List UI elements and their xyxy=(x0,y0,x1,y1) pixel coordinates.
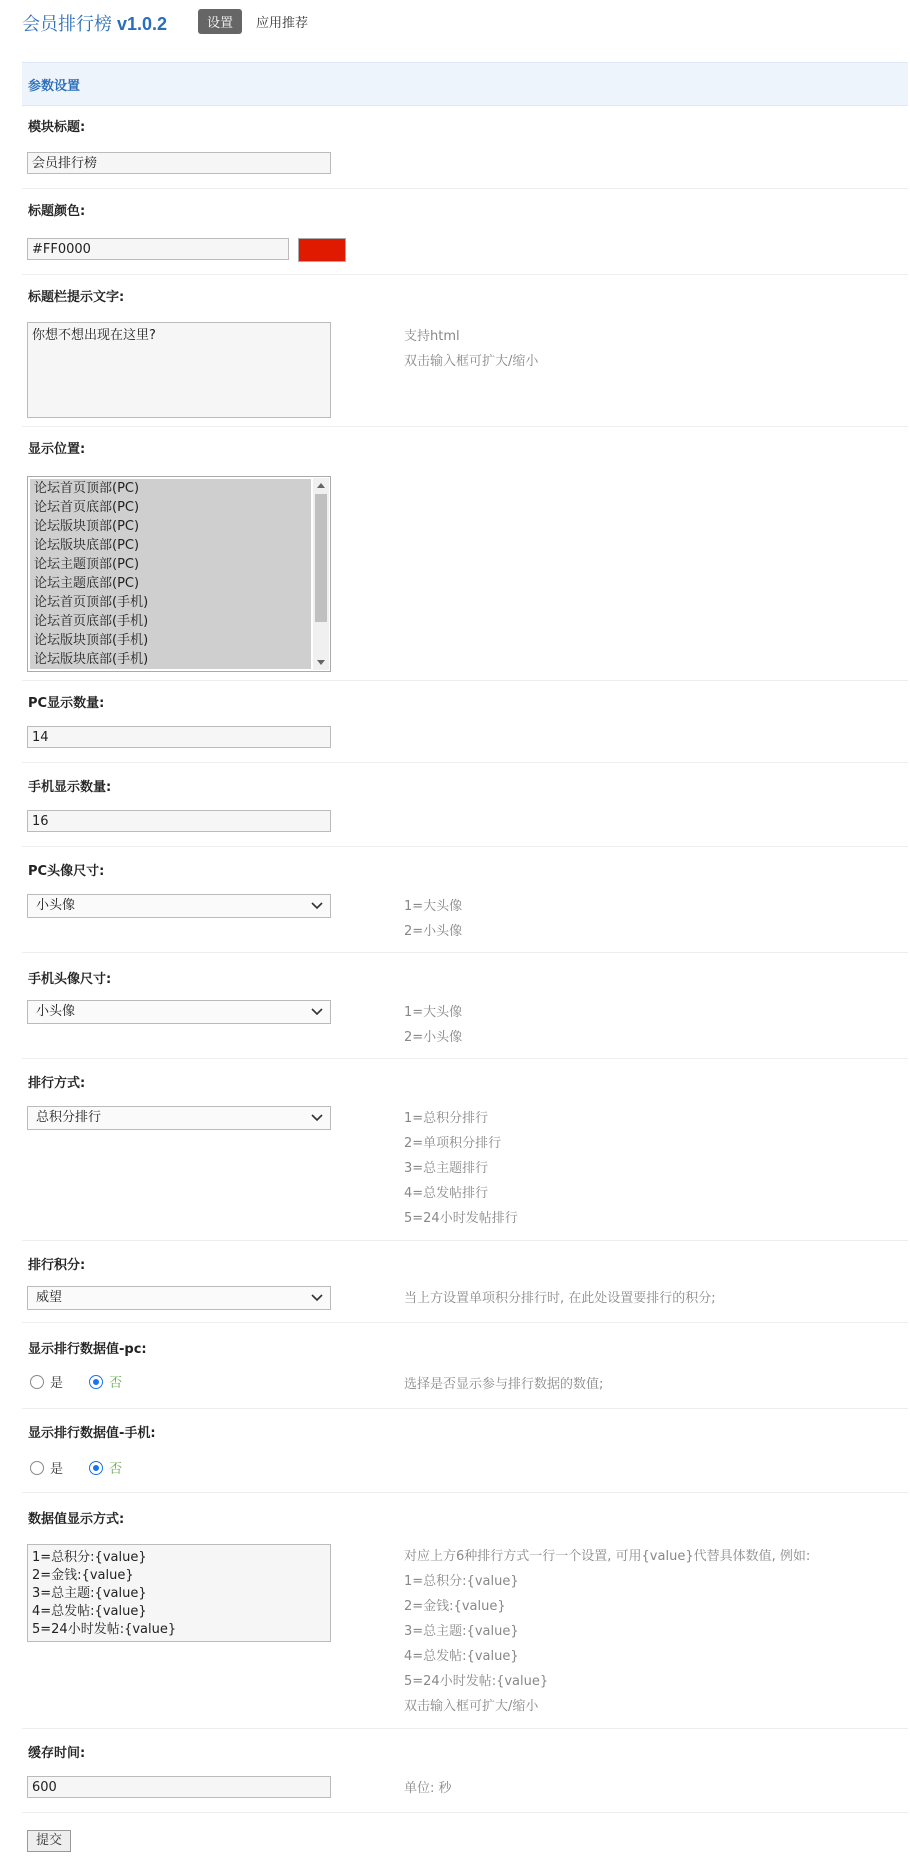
listbox-option[interactable]: 论坛主题顶部(PC) xyxy=(34,557,140,572)
listbox-option[interactable]: 论坛版块顶部(手机) xyxy=(34,633,149,648)
value-format-label: 数据值显示方式: xyxy=(28,1512,125,1527)
tip-line: 1=大头像 xyxy=(404,899,463,914)
tip-line: 1=大头像 xyxy=(404,1005,463,1020)
show-value-mobile-radios xyxy=(30,1458,144,1477)
listbox-scrollbar[interactable] xyxy=(313,478,329,670)
section-title: 参数设置 xyxy=(28,79,81,94)
pc-count-label: PC显示数量: xyxy=(28,696,105,711)
mobile-avatar-help xyxy=(404,1000,462,1050)
cache-time-help: 单位: 秒 xyxy=(404,1781,452,1796)
module-title-input[interactable]: 会员排行榜 xyxy=(27,152,331,174)
tip-line: 双击输入框可扩大/缩小 xyxy=(404,354,539,369)
divider xyxy=(22,762,908,763)
rank-credit-help: 当上方设置单项积分排行时, 在此处设置要排行的积分; xyxy=(404,1291,716,1306)
divider xyxy=(22,1812,908,1813)
pc-count-input[interactable]: 14 xyxy=(27,726,331,748)
section-header xyxy=(22,62,908,106)
tip-line: 5=24小时发帖排行 xyxy=(404,1211,518,1226)
select-value: 小头像 xyxy=(36,898,76,913)
tip-line: 5=24小时发帖:{value} xyxy=(404,1674,549,1689)
value-format-textarea[interactable]: 1=总积分:{value} 2=金钱:{value} 3=总主题:{value} 4=总发帖:{value} 5=24小时发帖:{value} xyxy=(27,1544,331,1642)
pc-avatar-help xyxy=(404,894,462,944)
listbox-option[interactable]: 论坛主题底部(PC) xyxy=(34,576,140,591)
tip-line: 2=金钱:{value} xyxy=(404,1599,506,1614)
rank-mode-help xyxy=(404,1106,518,1231)
tip-line: 3=总主题排行 xyxy=(404,1161,489,1176)
tip-line: 双击输入框可扩大/缩小 xyxy=(404,1699,539,1714)
tip-line: 2=小头像 xyxy=(404,924,463,939)
listbox-option[interactable]: 论坛首页底部(PC) xyxy=(34,500,140,515)
color-swatch[interactable] xyxy=(298,238,346,262)
tip-line: 2=小头像 xyxy=(404,1030,463,1045)
radio-no-label[interactable]: 否 xyxy=(109,1462,123,1477)
tip-line: 对应上方6种排行方式一行一个设置, 可用{value}代替具体数值, 例如: xyxy=(404,1549,811,1564)
rank-credit-select[interactable] xyxy=(27,1286,331,1310)
title-tip-label: 标题栏提示文字: xyxy=(28,290,125,305)
rank-mode-select[interactable] xyxy=(27,1106,331,1130)
divider xyxy=(22,426,908,427)
divider xyxy=(22,274,908,275)
chevron-down-icon xyxy=(310,1002,324,1022)
divider xyxy=(22,952,908,953)
divider xyxy=(22,1058,908,1059)
tab-settings[interactable]: 设置 xyxy=(198,9,242,34)
cache-time-input[interactable]: 600 xyxy=(27,1776,331,1798)
tip-line: 1=总积分排行 xyxy=(404,1111,489,1126)
submit-button[interactable]: 提交 xyxy=(27,1830,71,1852)
position-listbox[interactable] xyxy=(27,476,331,672)
pc-avatar-label: PC头像尺寸: xyxy=(28,864,105,879)
tip-line: 3=总主题:{value} xyxy=(404,1624,519,1639)
radio-no[interactable] xyxy=(89,1375,103,1389)
divider xyxy=(22,188,908,189)
select-value: 总积分排行 xyxy=(36,1110,102,1125)
title-color-input[interactable]: #FF0000 xyxy=(27,238,289,260)
value-format-help xyxy=(404,1544,810,1719)
radio-no-label[interactable]: 否 xyxy=(109,1376,123,1391)
tip-line: 支持html xyxy=(404,329,460,344)
divider xyxy=(22,1408,908,1409)
divider xyxy=(22,680,908,681)
rank-mode-label: 排行方式: xyxy=(28,1076,86,1091)
radio-no[interactable] xyxy=(89,1461,103,1475)
radio-yes[interactable] xyxy=(30,1461,44,1475)
listbox-options xyxy=(30,479,311,669)
cache-time-label: 缓存时间: xyxy=(28,1746,86,1761)
mobile-avatar-label: 手机头像尺寸: xyxy=(28,972,112,987)
listbox-option[interactable]: 论坛版块底部(PC) xyxy=(34,538,140,553)
module-title-label: 模块标题: xyxy=(28,120,86,135)
select-value: 威望 xyxy=(36,1290,63,1305)
chevron-down-icon xyxy=(310,896,324,916)
listbox-option[interactable]: 论坛首页顶部(PC) xyxy=(34,481,140,496)
chevron-down-icon xyxy=(310,1108,324,1128)
radio-yes-label[interactable]: 是 xyxy=(50,1462,64,1477)
scroll-up-icon[interactable] xyxy=(313,478,329,494)
tip-line: 4=总发帖:{value} xyxy=(404,1649,519,1664)
mobile-count-input[interactable]: 16 xyxy=(27,810,331,832)
chevron-down-icon xyxy=(310,1288,324,1308)
show-value-mobile-label: 显示排行数据值-手机: xyxy=(28,1426,156,1441)
title-tip-help xyxy=(404,324,538,374)
scroll-down-icon[interactable] xyxy=(313,654,329,670)
listbox-option[interactable]: 论坛首页顶部(手机) xyxy=(34,595,149,610)
title-color-label: 标题颜色: xyxy=(28,204,86,219)
title-tip-textarea[interactable]: 你想不想出现在这里? xyxy=(27,322,331,418)
divider xyxy=(22,846,908,847)
listbox-option[interactable]: 论坛版块顶部(PC) xyxy=(34,519,140,534)
title-version: v1.0.2 xyxy=(117,14,168,34)
listbox-option[interactable]: 论坛版块底部(手机) xyxy=(34,652,149,667)
divider xyxy=(22,1492,908,1493)
show-value-pc-label: 显示排行数据值-pc: xyxy=(28,1342,147,1357)
select-value: 小头像 xyxy=(36,1004,76,1019)
page-title xyxy=(22,10,167,36)
mobile-count-label: 手机显示数量: xyxy=(28,780,112,795)
scrollbar-thumb[interactable] xyxy=(315,494,327,622)
divider xyxy=(22,1322,908,1323)
rank-credit-label: 排行积分: xyxy=(28,1258,86,1273)
tip-line: 2=单项积分排行 xyxy=(404,1136,502,1151)
tip-line: 1=总积分:{value} xyxy=(404,1574,519,1589)
tip-line: 4=总发帖排行 xyxy=(404,1186,489,1201)
show-value-pc-radios xyxy=(30,1372,144,1391)
radio-yes-label[interactable]: 是 xyxy=(50,1376,64,1391)
radio-yes[interactable] xyxy=(30,1375,44,1389)
show-value-pc-help: 选择是否显示参与排行数据的数值; xyxy=(404,1377,604,1392)
tab-app-recommend[interactable]: 应用推荐 xyxy=(256,16,309,31)
position-label: 显示位置: xyxy=(28,442,86,457)
listbox-option[interactable]: 论坛首页底部(手机) xyxy=(34,614,149,629)
mobile-avatar-select[interactable] xyxy=(27,1000,331,1024)
divider xyxy=(22,1240,908,1241)
title-prefix: 会员排行榜 xyxy=(22,14,112,34)
divider xyxy=(22,1728,908,1729)
pc-avatar-select[interactable] xyxy=(27,894,331,918)
